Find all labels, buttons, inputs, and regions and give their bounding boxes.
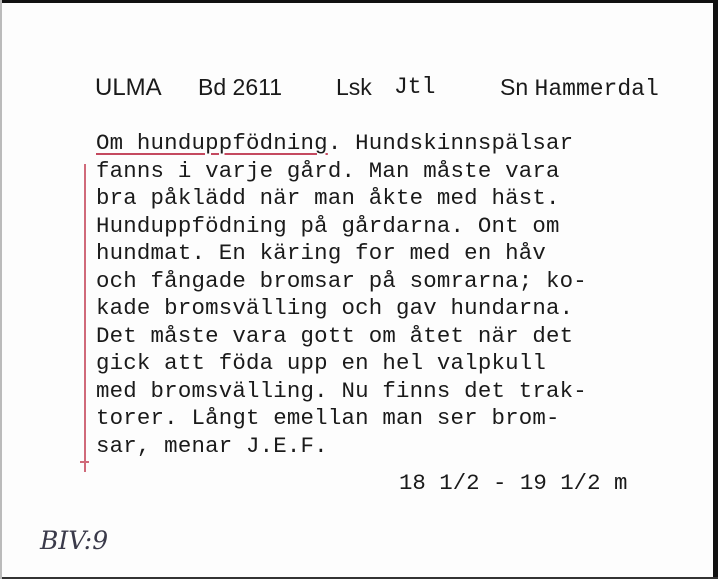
handwritten-reference: BIV:9 (40, 526, 109, 555)
parish-label: Sn (500, 74, 529, 100)
body-line: Det måste vara gott om åtet när det (96, 322, 574, 349)
time-range: 18 1/2 - 19 1/2 m (399, 470, 628, 496)
card-header (0, 68, 718, 108)
body-line: kade bromsvälling och gav hundarna. (96, 295, 574, 321)
card-edge-top (0, 0, 718, 3)
underlined-phrase: Om hunduppfödning (96, 130, 328, 156)
volume-number: Bd 2611 (198, 74, 282, 100)
margin-mark-tick (80, 461, 89, 463)
body-line: och fångade bromsar på somrarna; ko- (96, 267, 587, 294)
body-line: bra påklädd när man åkte med häst. (96, 185, 560, 211)
body-line: torer. Långt emellan man ser brom- (96, 405, 560, 431)
parish-value: Hammerdal (534, 76, 659, 102)
card-body-text (96, 130, 696, 460)
body-line: gick att föda upp en hel valpkull (96, 350, 547, 376)
body-line: Hunduppfödning på gårdarna. Ont om (96, 212, 560, 239)
body-line: hundmat. En käring for med en håv (96, 240, 547, 266)
body-line: sar, menar J.E.F. (96, 432, 328, 459)
region-label: Lsk (336, 74, 372, 100)
first-line-rest: . Hundskinnspälsar (327, 130, 574, 156)
margin-mark-line (84, 164, 86, 472)
collection-label: ULMA (95, 74, 162, 101)
parish-field (500, 74, 659, 102)
body-line: fanns i varje gård. Man måste vara (96, 157, 560, 184)
body-line: med bromsvälling. Nu finns det trak- (96, 377, 587, 404)
region-value: Jtl (394, 74, 436, 100)
body-line-first (96, 130, 696, 158)
